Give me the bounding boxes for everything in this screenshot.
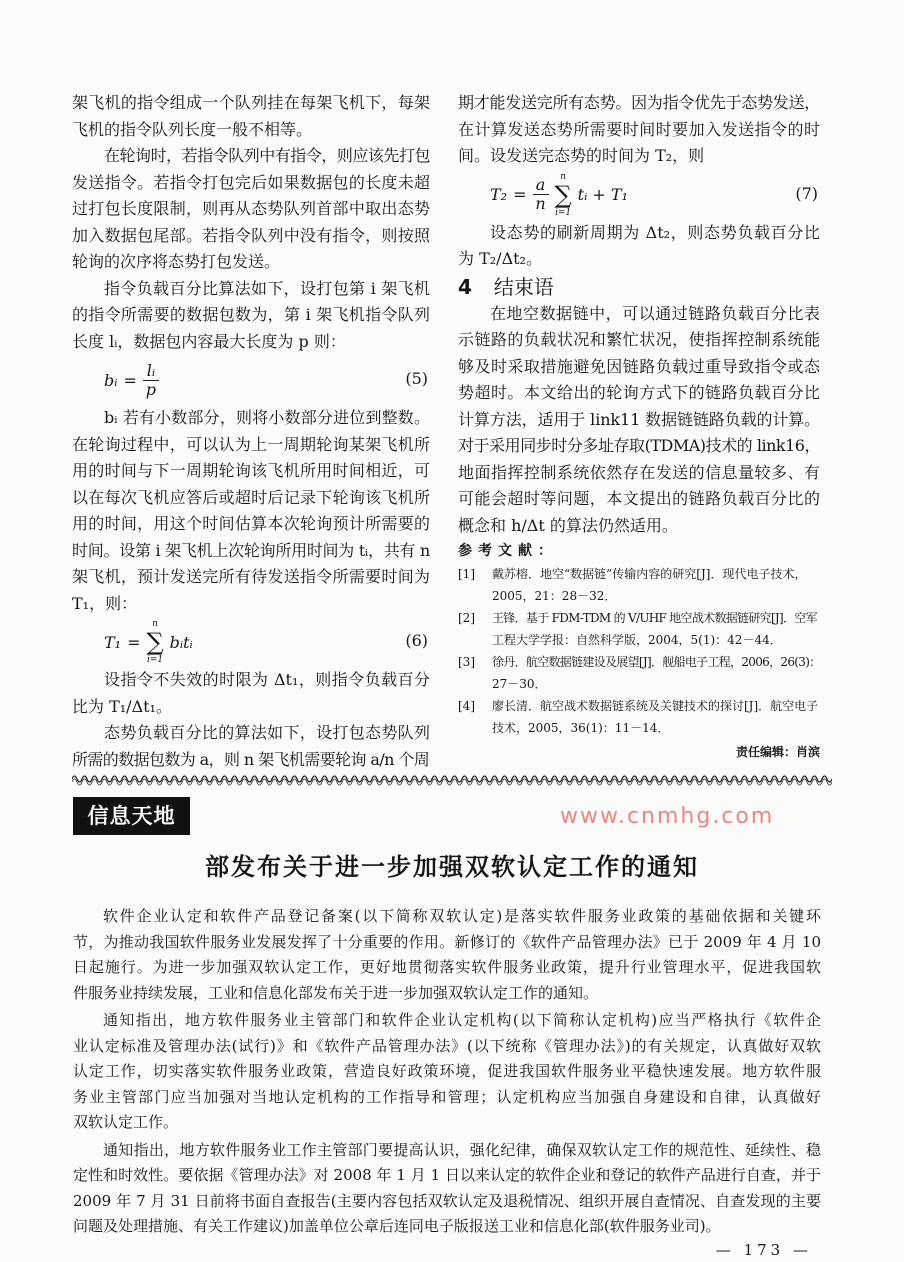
text-line: 飞机的指令队列长度一般不相等。	[72, 119, 313, 139]
sum-term: tᵢ + T₁	[577, 185, 628, 204]
text-line: 地面指挥控制系统依然存在发送的信息量较多、有	[458, 462, 820, 482]
paragraph	[72, 405, 430, 617]
paragraph	[72, 276, 430, 356]
article-paragraph	[73, 904, 821, 1006]
reference-item	[458, 651, 820, 695]
text-line: 指令负载百分比算法如下，设打包第 i 架飞机	[104, 278, 430, 298]
text-line: 加入数据包尾部。若指令队列中没有指令，则按照	[72, 225, 430, 245]
reference-line: 徐丹．航空数据链建设及展望[J]．舰船电子工程，2006，26(3)：	[492, 655, 821, 669]
numerator: a	[535, 175, 546, 194]
text-line: 通知指出，地方软件服务业主管部门和软件企业认定机构(以下简称认定机构)应当严格执行《软件企	[103, 1011, 821, 1029]
equation-number: (7)	[795, 183, 818, 203]
text-line: 的指令所需要的数据包数为，第 i 架飞机指令队列	[72, 305, 430, 324]
reference-item	[458, 695, 820, 739]
equals-sign: =	[513, 185, 527, 204]
fraction	[143, 362, 159, 399]
text-line: 时间。设第 i 架飞机上次轮询所用时间为 tᵢ，共有 n	[72, 540, 430, 560]
text-line: 长度 lᵢ，数据包内容最大长度为 p 则：	[72, 331, 346, 351]
text-line: 通知指出，地方软件服务业工作主管部门要提高认识，强化纪律，确保双软认定工作的规范性、延续性、稳	[103, 1140, 821, 1159]
reference-number: [1]	[458, 567, 475, 581]
equals-sign: =	[127, 632, 141, 652]
text-line: 日起施行。为进一步加强双软认定工作，更好地贯彻落实软件服务业政策，提升行业管理水平，促进我国软	[73, 958, 821, 976]
text-line: 用的时间，用这个时间估算本次轮询预计所需要的	[72, 514, 430, 533]
text-line: 发送指令。若指令打包完后如果数据包的长度未超	[72, 172, 430, 192]
text-line: 可能会超时等问题，本文提出的链路负载百分比的	[458, 489, 820, 508]
equation-body	[104, 355, 159, 405]
right-column	[458, 90, 820, 765]
reference-line: 技术，2005，36(1)：11－14．	[492, 721, 670, 735]
text-line: 用的时间与下一周期轮询该飞机所用时间相近，可	[72, 461, 430, 480]
text-line: 在轮询过程中，可以认为上一周期轮询某架飞机所	[72, 434, 430, 454]
text-line: bᵢ 若有小数部分，则将小数部分进位到整数。	[104, 408, 430, 427]
equation-body	[490, 170, 628, 220]
reference-line: 廖长清．航空战术数据链系统及关键技术的探讨[J]．航空电子	[492, 699, 819, 713]
summation	[555, 171, 572, 219]
text-line: 为 T₂/Δt₂。	[458, 249, 542, 268]
text-line: 件服务业持续发展，工业和信息化部发布关于进一步加强双软认定工作的通知。	[73, 983, 599, 1002]
paragraph	[72, 667, 430, 720]
paragraph	[458, 301, 820, 540]
fraction	[533, 176, 549, 213]
equation-number: (6)	[405, 631, 428, 650]
text-line: 架飞机的指令组成一个队列挂在每架飞机下，每架	[72, 93, 430, 112]
paragraph	[72, 90, 430, 143]
reference-line: 2005，21：28－32．	[492, 589, 617, 603]
paragraph	[72, 143, 430, 276]
section-badge: 信息天地	[73, 797, 190, 835]
article-paragraph	[73, 1138, 821, 1240]
text-line: T₁，则：	[72, 593, 138, 613]
text-line: 够及时采取措施避免因链路负载过重导致指令或态	[458, 356, 820, 376]
equation-6	[72, 617, 430, 667]
sigma-icon: ∑	[554, 180, 572, 209]
section-heading	[458, 273, 820, 301]
text-line: 2009 年 7 月 31 日前将书面自查报告(主要内容包括双软认定及退税情况、组织开展自查情况、自查发现的主要	[73, 1191, 821, 1210]
text-line: 概念和 h/Δt 的算法仍然适用。	[458, 515, 678, 535]
sigma-icon: ∑	[146, 628, 164, 656]
equation-lhs: T₁	[104, 632, 122, 652]
text-line: 设态势的刷新周期为 Δt₂，则态势负载百分比	[490, 222, 820, 242]
section-number: 4	[458, 274, 472, 299]
reference-number: [4]	[458, 699, 475, 713]
text-line: 设指令不失效的时限为 Δt₁，则指令负载百分	[104, 670, 430, 689]
text-line: 态势负载百分比的算法如下，设打包态势队列	[104, 723, 430, 742]
equation-body	[104, 617, 193, 667]
paragraph	[458, 220, 820, 273]
text-line: 软件企业认定和软件产品登记备案(以下简称双软认定)是落实软件服务业政策的基础依据和关键环	[103, 907, 821, 925]
text-line: 务业主管部门应当加强对当地认定机构的工作指导和管理；认定机构应当加强自身建设和自律，认真做好	[73, 1087, 821, 1106]
watermark: www.cnmhg.com	[560, 804, 775, 829]
equation-number: (5)	[405, 369, 428, 388]
text-line: 定性和时效性。要依据《管理办法》对 2008 年 1 月 1 日以来认定的软件企业和登记的软件产品进行自查，并于	[73, 1166, 821, 1184]
equation-lhs: bᵢ	[104, 370, 118, 390]
reference-line: 戴苏榕．地空“数据链”传输内容的研究[J]．现代电子技术，	[492, 567, 807, 581]
text-line: 双软认定工作。	[73, 1113, 179, 1131]
equals-sign: =	[123, 370, 137, 390]
text-line: 期才能发送完所有态势。因为指令优先于态势发送，	[458, 93, 820, 112]
article-title: 部发布关于进一步加强双软认定工作的通知	[205, 853, 699, 881]
equation-5	[72, 355, 430, 405]
sum-lower-limit: i=1	[146, 655, 164, 665]
references-heading: 参考文献：	[458, 543, 558, 559]
responsible-editor: 责任编辑：肖滨	[735, 745, 820, 759]
text-line: 所需的数据包数为 a，则 n 架飞机需要轮询 a/n 个周	[72, 749, 430, 769]
text-line: 业认定标准及管理办法(试行)》和《软件产品管理办法》(以下统称《管理办法》)的有关规定，认真做好双软	[73, 1036, 821, 1055]
sum-lower-limit: i=1	[554, 207, 572, 218]
text-line: 过打包长度限制，则再从态势队列首部中取出态势	[72, 199, 430, 218]
denominator: p	[145, 379, 156, 399]
text-line: 在轮询时，若指令队列中有指令，则应该先打包	[104, 146, 430, 165]
text-line: 比为 T₁/Δt₁。	[72, 696, 172, 716]
numerator: lᵢ	[146, 360, 156, 380]
sum-upper-limit: n	[152, 619, 158, 629]
reference-line: 工程大学学报：自然科学版，2004，5(1)：42－44．	[492, 633, 782, 647]
text-line: 以在每次飞机应答后或超时后记录下轮询该飞机所	[72, 487, 430, 507]
section-title: 结束语	[493, 274, 554, 299]
text-line: 认定工作，切实落实软件服务业政策，营造良好政策环境，促进我国软件服务业平稳快速发展。地方软件服	[73, 1062, 821, 1080]
reference-item	[458, 607, 820, 651]
summation	[147, 618, 164, 666]
equation-lhs: T₂	[490, 185, 508, 204]
text-line: 在地空数据链中，可以通过链路负载百分比表	[490, 303, 820, 323]
sum-upper-limit: n	[560, 171, 566, 182]
article-body	[73, 904, 821, 1242]
sum-term: bᵢtᵢ	[169, 632, 193, 652]
reference-number: [2]	[458, 611, 475, 625]
text-line: 轮询的次序将态势打包发送。	[72, 252, 281, 271]
equation-7	[458, 170, 820, 220]
reference-line: 王锋．基于 FDM-TDM 的 V/UHF 地空战术数据链研究[J]．空军	[492, 611, 817, 625]
article-paragraph	[73, 1008, 821, 1136]
reference-line: 27－30．	[492, 677, 547, 691]
paragraph	[458, 90, 820, 170]
denominator: n	[535, 194, 546, 213]
reference-item	[458, 563, 820, 607]
text-line: 势超时。本文给出的轮询方式下的链路负载百分比	[458, 383, 820, 402]
text-line: 间。设发送完态势的时间为 T₂，则	[458, 146, 705, 165]
text-line: 对于采用同步时分多址存取(TDMA)技术的 link16，	[458, 436, 820, 455]
text-line: 节，为推动我国软件服务业发展发挥了十分重要的作用。新修订的《软件产品管理办法》已于 2009 年 4 月 10	[73, 932, 821, 951]
text-line: 架飞机，预计发送完所有待发送指令所需要时间为	[72, 567, 430, 586]
wavy-divider	[72, 772, 832, 786]
text-line: 计算方法，适用于 link11 数据链链路负载的计算。	[458, 409, 821, 429]
text-line: 问题及处理措施、有关工作建议)加盖单位公章后连同电子版报送工业和信息化部(软件服务业司)。	[73, 1217, 721, 1235]
reference-number: [3]	[458, 655, 475, 669]
left-column	[72, 90, 430, 773]
paragraph	[72, 720, 430, 773]
text-line: 示链路的负载状况和繁忙状况，使指挥控制系统能	[458, 330, 820, 349]
text-line: 在计算发送态势所需要时间时要加入发送指令的时	[458, 119, 820, 139]
page-number: — 173 —	[715, 1241, 812, 1259]
